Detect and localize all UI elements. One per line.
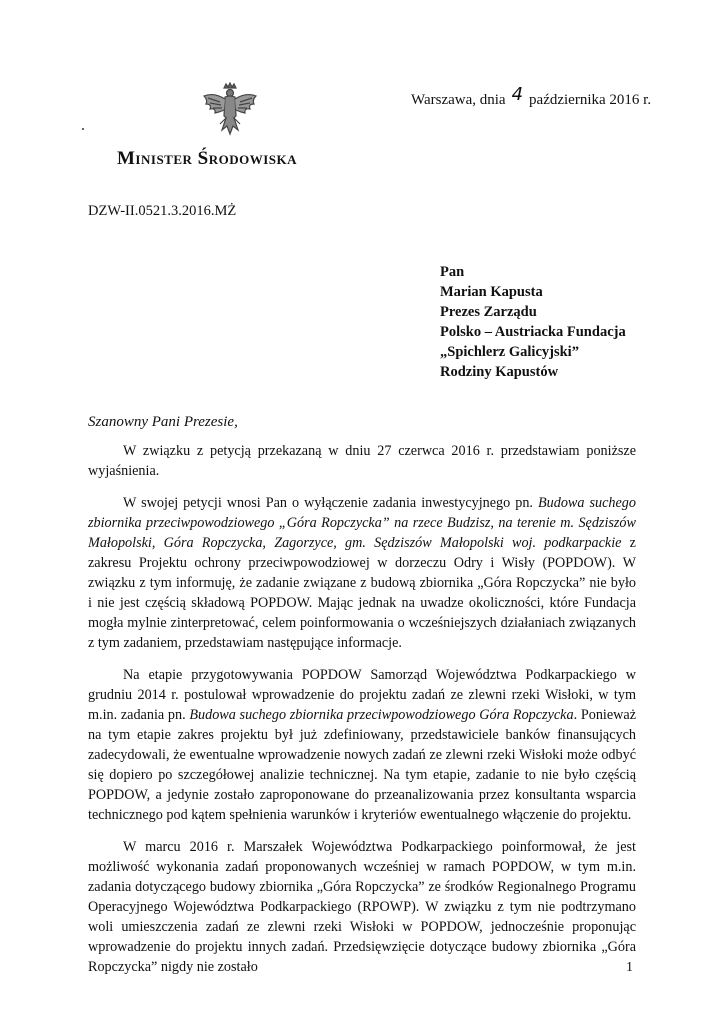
recipient-line: Marian Kapusta <box>440 284 543 300</box>
date-suffix: października 2016 r. <box>529 92 652 108</box>
page-number: 1 <box>626 960 633 975</box>
paragraph-text: . Ponieważ na tym etapie zakres projektu był już zdefiniowany, przedstawiciele banków finansujących zadecydowali, że ewentualne wprowadzenie nowych zadań ze zlewni rzeki Wisłoki może odbyć się dopiero po szczegółowej analizie technicznej. Na tym etapie, zadanie to nie było częścią POPDOW, a jedynie zostało zaproponowane do przeanalizowania przez konsultanta wsparcia technicznego pod kątem spełnienia warunków i kryteriów ewentualnego włączenie do projektu. <box>88 707 636 823</box>
paragraph-text: Na etapie przygotowywania POPDOW Samorząd Województwa Podkarpackiego w grudniu 2014 r. postulował wprowadzenie do projektu zadań ze zlewni rzeki Wisłoki, w tym m.in. zadania pn. <box>88 667 636 723</box>
letter-date <box>411 84 652 109</box>
reference-number: DZW-II.0521.3.2016.MŻ <box>88 203 237 219</box>
date-prefix: Warszawa, dnia <box>411 92 506 108</box>
recipient-block <box>440 262 626 382</box>
recipient-line: Pan <box>440 264 465 280</box>
date-day-handwritten: 4 <box>511 84 524 105</box>
paragraph-italic-title: Budowa suchego zbiornika przeciwpowodziowego „Góra Ropczycka” na rzece Budzisz, na terenie m. Sędziszów Małopolski, Góra Ropczycka, Zagorzyce, gm. Sędziszów Małopolski woj. podkarpackie <box>88 495 636 551</box>
salutation: Szanowny Pani Prezesie, <box>88 414 238 430</box>
letter-body <box>88 441 636 989</box>
recipient-line: Prezes Zarządu <box>440 304 537 320</box>
stray-mark <box>82 128 84 130</box>
paragraph-text: W swojej petycji wnosi Pan o wyłączenie zadania inwestycyjnego pn. <box>123 495 538 511</box>
institution-name: Minister Środowiska <box>117 148 298 169</box>
polish-eagle-emblem-icon <box>198 82 262 142</box>
recipient-line: Polsko – Austriacka Fundacja <box>440 324 626 340</box>
paragraph-italic-title: Budowa suchego zbiornika przeciwpowodziowego Góra Ropczycka <box>189 707 574 723</box>
paragraph-text: z zakresu Projektu ochrony przeciwpowodziowej w dorzeczu Odry i Wisły (POPDOW). W związku z tym informuję, że zadanie związane z budową zbiornika „Góra Ropczycka” nie było i nie jest częścią składową POPDOW. Mając jednak na uwadze okoliczności, które Fundacja mogła mylnie zinterpretować, celem poinformowania o wcześniejszych działaniach związanych z tym zadaniem, przedstawiam następujące informacje. <box>88 535 636 651</box>
recipient-line: „Spichlerz Galicyjski” <box>440 344 579 360</box>
paragraph-1: W związku z petycją przekazaną w dniu 27 czerwca 2016 r. przedstawiam poniższe wyjaśnienia. <box>88 443 636 479</box>
paragraph-4: W marcu 2016 r. Marszałek Województwa Podkarpackiego poinformował, że jest możliwość wykonania zadań proponowanych wcześniej w ramach POPDOW, w tym m.in. zadania dotyczącego budowy zbiornika „Góra Ropczycka” ze środków Regionalnego Programu Operacyjnego Województwa Podkarpackiego (RPOWP). W związku z tym nie podtrzymano woli umieszczenia zadań ze zlewni rzeki Wisłoki w POPDOW, jednocześnie proponując wprowadzenie do projektu innych zadań. Przedsięwzięcie dotyczące budowy zbiornika „Góra Ropczycka” nigdy nie zostało <box>88 839 636 975</box>
paragraph-3 <box>88 665 636 825</box>
recipient-line: Rodziny Kapustów <box>440 364 559 380</box>
paragraph-2 <box>88 493 636 653</box>
